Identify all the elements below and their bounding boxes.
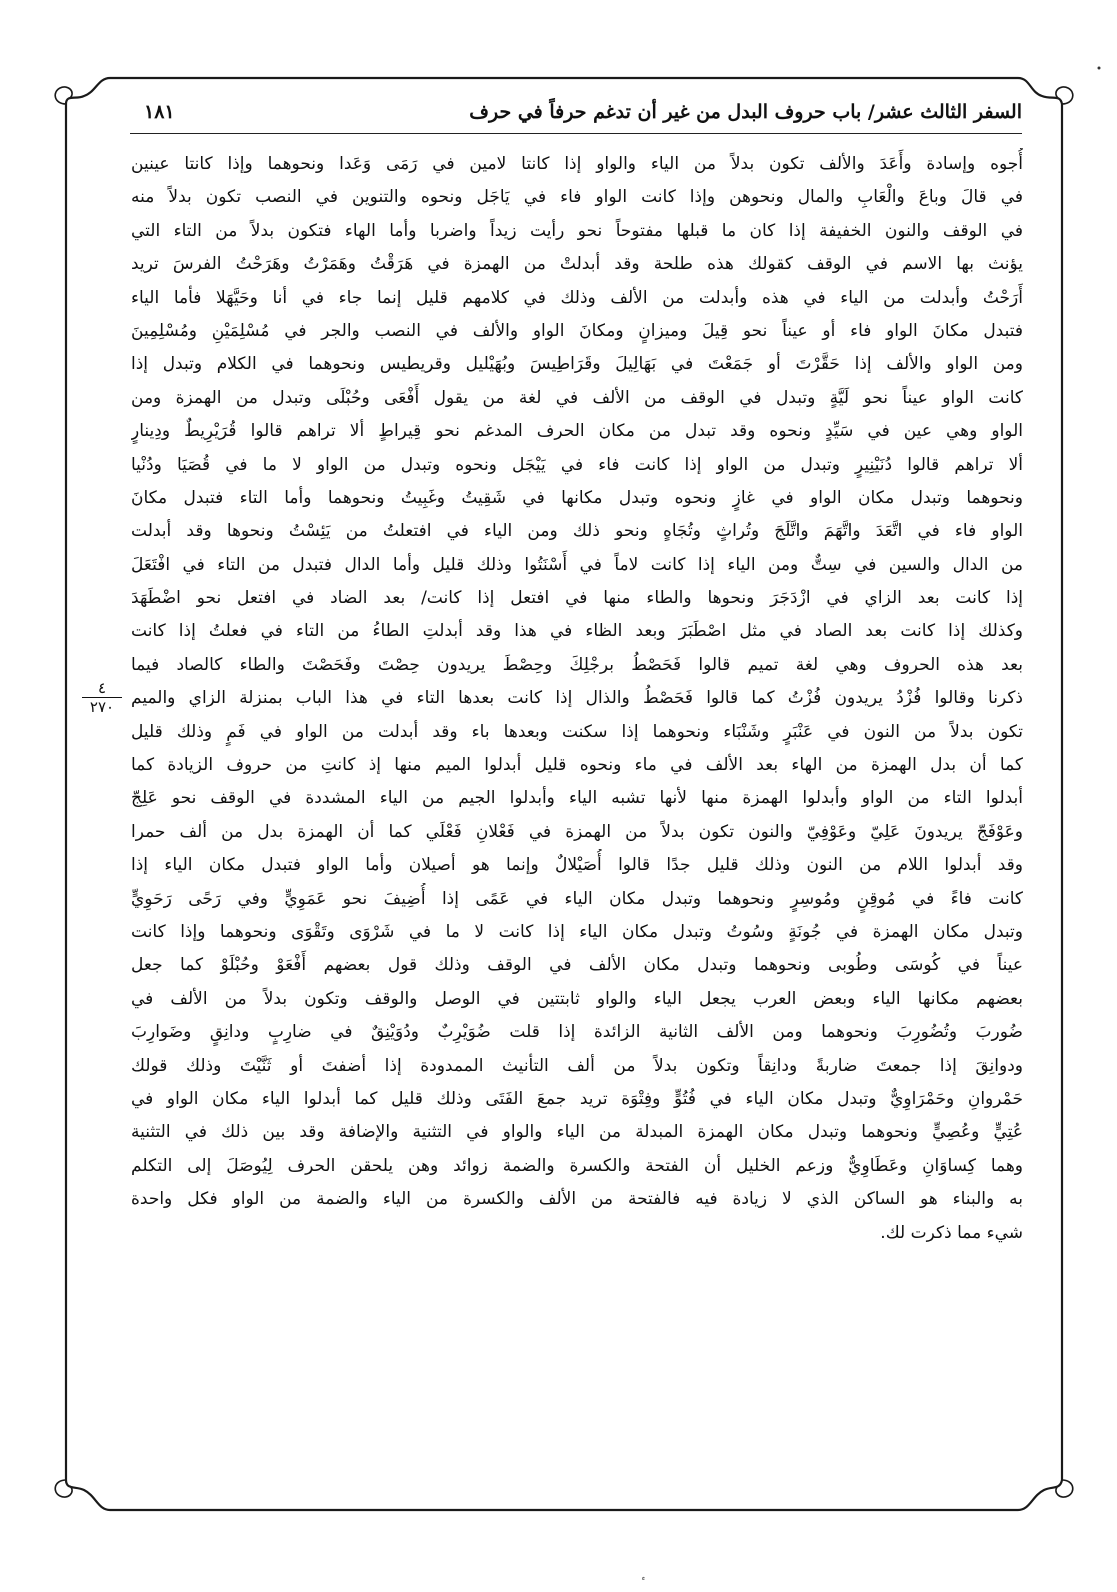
text-line: وكذلك إذا كانت بعد الصاد في مثل اصْطَبَرَ وبعد الظاء في هذا وقد أبدلتِ الطاءُ من التاء في فعلتُ إذا كانت [131, 621, 1023, 642]
running-header [130, 97, 1022, 134]
header-title: السفر الثالث عشر/ باب حروف البدل من غير أن تدغم حرفاً في حرف [469, 101, 1022, 123]
text-line: ونحوهما وتبدل مكان الواو في غازٍ ونحوه وتبدل مكانها في شَقِيتُ وغَبِيتُ ونحوهما وأما التاء فتبدل مكانَ [131, 487, 1023, 508]
text-line: ألا تراهم قالوا دُنَيْنِيرٍ وتبدل من الواو إذا كانت فاء في يَيْجَل ونحوه وتبدل من الواو لا ما في قُصَيَا ودُنْيا [131, 454, 1023, 475]
page-number: ١٨١ [144, 101, 175, 123]
text-line: الواو فاء في اتَّعَدَ واتَّهَمَ واتَّلَجَ وتُراثٍ وتُجَاهٍ ونحو ذلك ومن الياء في افتعلتُ من يَئِسْتُ ونحوها وقد أبدلت [131, 521, 1023, 542]
text-line: وقد أبدلوا اللام من النون وذلك قليل جدًا قالوا أُصَيْلالٌ وإنما هو أصيلان وأما الواو فتبدل مكان الياء إذا [131, 855, 1023, 876]
text-line: وهما كِساوَانِ وعَطَاوِيٌّ وزعم الخليل أن الفتحة والكسرة والضمة زوائد وهن يلحقن الحرف لِيُوصَلَ إلى التكلم [131, 1155, 1023, 1176]
text-line: أُجوه وإسادة وأَعَدَ والألف تكون بدلاً من الياء والواو إذا كانتا لامين في رَمَى وَعَدا ونحوهما وإذا كانتا عينين [131, 154, 1023, 174]
text-line: أَرَحْتُ وأبدلت من الياء في هذه وأبدلت من الألف وذلك في كلامهم قليل إنما جاء في أنا وحَيَّهَلا فأما الياء [131, 287, 1023, 308]
text-line: من الدال والسين في سِتٌّ ومن الياء إذا كانت لاماً في أَسْنَتُوا وذلك قليل وأما الدال فتبدل من التاء في افْتَعَلَ [131, 554, 1023, 575]
text-line: وتبدل مكان الهمزة في جُونَةٍ وسُوتُ وتبدل مكان الياء إذا كانت لا ما في شَرْوَى وتَقْوَى ونحوهما وإذا كانت [131, 921, 1023, 942]
text-line: كانت الواو عيناً نحو لَيَّةٍ وتبدل في الوقف من الألف في لغة من يقول أَفْعَى وحُبْلَى وتبدل من الهمزة ومن [131, 387, 1023, 408]
text-line: عيناً في كُوسَى وطُوبى ونحوهما وتبدل مكان الألف في الوقف وذلك قول بعضهم أَفْعَوْ وحُبْلَوْ كما جعل [131, 955, 1023, 976]
text-line: يؤنث بها الاسم في الوقف كقولك هذه طلحة وقد أبدلتْ من الهمزة في هَرَقْتُ وهَمَرْتُ وهَرَحْتُ الفرسَ تريد [131, 254, 1023, 275]
speck-mark [1098, 67, 1101, 70]
text-line: فتبدل مكانَ الواو فاء أو عيناً نحو قِيلَ وميزانٍ ومكانَ الواو والألف في النصب والجر في مُسْلِمَيْنِ ومُسْلِمِينَ [131, 320, 1023, 341]
text-line: شيء مما ذكرت لك. [880, 1222, 1023, 1243]
text-line: إذا كانت بعد الزاي في ازْدَجَرَ ونحوها والطاء منها في افتعل إذا كانت/ بعد الضاد في افتعل نحو اضْطَهَدَ [131, 588, 1023, 609]
text-line: بعد هذه الحروف وهي لغة تميم قالوا فَحَصْطُ برجْلِكَ وحِصْطَ يريدون حِصْتَ وفَحَصْتَ والطاء كالصاد فيما [131, 654, 1023, 675]
margin-reference-numerator: ٤ [82, 680, 122, 698]
text-line: حَمْروانِ وحَمْرَاوِيٌّ وتبدل مكان الياء في فُتُوٍّ وفِتْوَة تريد جمعَ الفَتَى وذلك قليل كما أبدلوا الياء مكان الواو في [131, 1088, 1023, 1109]
text-line: الواو وهي عين في سَيِّدٍ ونحوه وقد تبدل من مكان الحرف المدغم نحو قِيراطٍ ألا تراهم قالوا قُرَيْرِيطٌ ودِينارٍ [131, 421, 1023, 442]
text-line: عُتِيٍّ وعُصِيٍّ ونحوهما وتبدل مكان الهمزة المبدلة من الياء والواو في التثنية والإضافة وقد بين ذلك في التثنية [131, 1122, 1023, 1143]
margin-reference-denominator: ٢٧٠ [89, 698, 115, 716]
text-line: في قالَ وباعَ والْعَابِ والمال ونحوهن وإذا كانت الواو فاء في يَاجَل ونحوه والتنوين في النصب تكون بدلاً منه [131, 187, 1023, 208]
text-line: في الوقف والنون الخفيفة إذا كان ما قبلها مفتوحاً نحو رأيت زيداً واضربا وأما الهاء فتكون بدلاً من التاء التي [131, 220, 1023, 241]
body-text [131, 148, 1023, 1448]
text-line: بعضهم مكانها الياء وبعض العرب يجعل الياء والواو ثابتتين في الوصل والوقف وتكون بدلاً من الألف في [131, 988, 1023, 1009]
text-line: كما أن بدل الهمزة من الهاء بعد الألف في ماء ونحوه قليل أبدلوا الميم منها إذ كانتِ من حروف الزيادة كما [131, 755, 1023, 776]
text-line: ودوانِقَ إذا جمعتَ ضاربةً ودانِقاً وتكون بدلاً من ألف التأنيث الممدودة إذا أضفتَ أو ثَنَّيْتَ وذلك قولك [131, 1055, 1023, 1076]
margin-volume-reference [82, 680, 122, 715]
text-line: تكون بدلاً من النون في عَنْبَرٍ وشَنْبَاء ونحوهما إذا سكنت وبعدها باء وقد أبدلت من الواو في فَمٍ وذلك قليل [131, 721, 1023, 742]
text-line: به والبناء هو الساكن الذي لا زيادة فيه فالفتحة من الألف والكسرة من الياء والضمة من الواو فكل واحدة [131, 1189, 1023, 1210]
text-line: ذكرنا وقالوا فُزْدُ يريدون فُزْتُ كما قالوا فَحَصْطُ والذال إذا كانت بعدها التاء في هذا الباب بمنزلة الزاي والميم [131, 688, 1023, 709]
text-line: ومن الواو والألف إذا حَقَّرْتَ أو جَمَعْتَ في بَهَالِيلَ وقَرَاطِيسَ وبُهَيْليل وقريطيس ونحوهما في الكلام وتبدل إذا [131, 354, 1023, 375]
text-line: أبدلوا التاء من الواو وأبدلوا الهمزة منها لأنها تشبه الياء وأبدلوا الجيم من الياء المشددة في الوقف نحو عَلِجّ [131, 788, 1023, 809]
text-line: وعَوْفَجّ يريدونَ عَلِيّ وعَوْفِيّ والنون تكون بدلاً من الهمزة في فَعْلانِ فَعْلَي كما أن الهمزة بدل من ألف حمرا [131, 821, 1023, 842]
text-line: كانت فاءً في مُوقِنٍ ومُوسِرٍ ونحوهما وتبدل مكان الياء في عَمًى إذا أُضِيفَ نحو عَمَوِيٍّ وفي رَحًى رَحَوِيٍّ [131, 888, 1023, 909]
text-line: ضُوربَ وتُضُورِبَ ونحوهما ومن الألف الثانية الزائدة إذا قلت ضُوَيْرِبٌ ودُوَيْنِقٌ في ضارِبٍ ودانِقٍ وضَوارِبَ [131, 1022, 1023, 1043]
